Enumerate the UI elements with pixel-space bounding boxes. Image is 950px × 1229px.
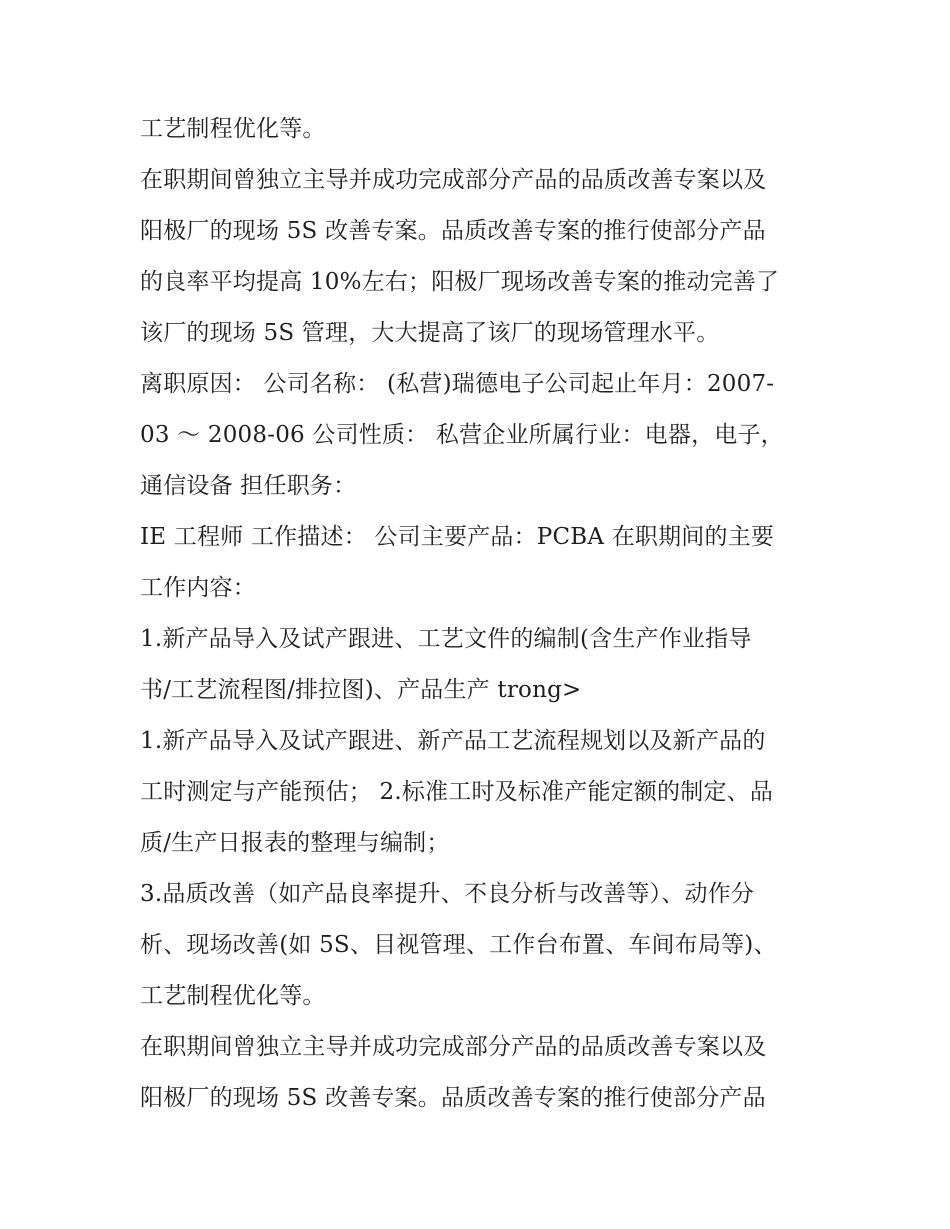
text-line: 通信设备 担任职务： bbox=[140, 473, 357, 499]
text-line: 工艺制程优化等。 bbox=[140, 116, 326, 142]
text-line: 该厂的现场 5S 管理，大大提高了该厂的现场管理水平。 bbox=[140, 320, 720, 346]
text-line: 析、现场改善(如 5S、目视管理、工作台布置、车间布局等)、 bbox=[140, 932, 777, 958]
text-line: 1.新产品导入及试产跟进、工艺文件的编制(含生产作业指导 bbox=[140, 626, 752, 652]
text-line: 离职原因： 公司名称： (私营)瑞德电子公司起止年月：2007- bbox=[140, 371, 775, 397]
document-body bbox=[140, 104, 820, 1124]
text-line: 工作内容： bbox=[140, 575, 256, 601]
text-line: 书/工艺流程图/排拉图)、产品生产 trong> bbox=[140, 677, 582, 703]
text-line: 在职期间曾独立主导并成功完成部分产品的品质改善专案以及 bbox=[140, 1034, 767, 1060]
text-line: 工时测定与产能预估； 2.标准工时及标准产能定额的制定、品 bbox=[140, 779, 774, 805]
text-line: 1.新产品导入及试产跟进、新产品工艺流程规划以及新产品的 bbox=[140, 728, 766, 754]
text-line: 在职期间曾独立主导并成功完成部分产品的品质改善专案以及 bbox=[140, 167, 767, 193]
text-line: IE 工程师 工作描述： 公司主要产品：PCBA 在职期间的主要 bbox=[140, 524, 775, 550]
text-line: 工艺制程优化等。 bbox=[140, 983, 326, 1009]
text-line: 的良率平均提高 10%左右；阳极厂现场改善专案的推动完善了 bbox=[140, 269, 780, 295]
text-line: 3.品质改善（如产品良率提升、不良分析与改善等）、动作分 bbox=[140, 881, 755, 907]
text-line: 03 ～ 2008-06 公司性质： 私营企业所属行业：电器，电子， bbox=[140, 422, 784, 448]
text-line: 阳极厂的现场 5S 改善专案。品质改善专案的推行使部分产品 bbox=[140, 218, 766, 244]
text-line: 阳极厂的现场 5S 改善专案。品质改善专案的推行使部分产品 bbox=[140, 1085, 766, 1111]
text-line: 质/生产日报表的整理与编制； bbox=[140, 830, 450, 856]
